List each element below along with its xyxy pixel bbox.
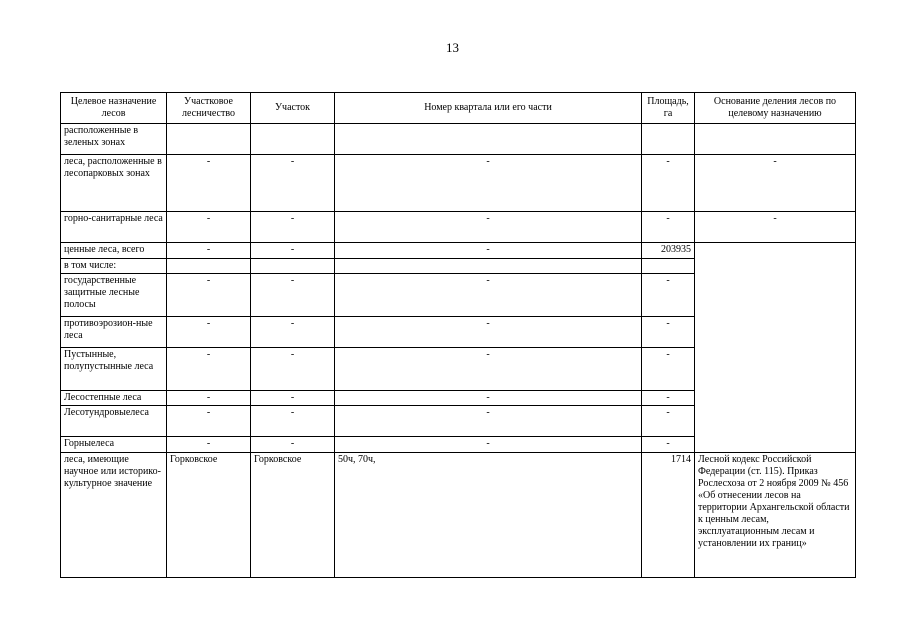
- header-plot: Участок: [251, 93, 335, 124]
- cell-area: -: [642, 348, 695, 391]
- cell-district: -: [167, 212, 251, 243]
- cell-district: -: [167, 348, 251, 391]
- cell-area: [642, 124, 695, 155]
- table-header-row: [61, 93, 856, 124]
- cell-district: -: [167, 391, 251, 406]
- table-row: [61, 453, 856, 578]
- forest-purpose-table: [60, 92, 856, 578]
- cell-area: -: [642, 274, 695, 317]
- cell-quarter: 50ч, 70ч,: [335, 453, 642, 578]
- cell-purpose: противоэрозион-ные леса: [61, 317, 167, 348]
- header-district: Участковое лесничество: [167, 93, 251, 124]
- cell-quarter: -: [335, 437, 642, 453]
- table-row: [61, 243, 856, 259]
- cell-plot: [251, 259, 335, 274]
- cell-area: -: [642, 155, 695, 212]
- cell-area: -: [642, 437, 695, 453]
- cell-purpose: ценные леса, всего: [61, 243, 167, 259]
- page-number: 13: [446, 40, 459, 55]
- cell-purpose: Пустынные, полупустынные леса: [61, 348, 167, 391]
- cell-basis: Лесной кодекс Российской Федерации (ст. 115). Приказ Рослесхоза от 2 ноября 2009 № 456 «Об отнесении лесов на территории Архангельской области к ценным лесам, эксплуатационным лесам и установлении их границ»: [695, 453, 856, 578]
- cell-purpose: в том числе:: [61, 259, 167, 274]
- cell-purpose: леса, имеющие научное или историко-культурное значение: [61, 453, 167, 578]
- cell-quarter: -: [335, 391, 642, 406]
- cell-plot: Горковское: [251, 453, 335, 578]
- cell-district: -: [167, 155, 251, 212]
- cell-basis-merged: [695, 243, 856, 453]
- header-basis: Основание деления лесов по целевому назначению: [695, 93, 856, 124]
- header-quarter: Номер квартала или его части: [335, 93, 642, 124]
- cell-quarter: -: [335, 317, 642, 348]
- cell-area: -: [642, 391, 695, 406]
- cell-purpose: леса, расположенные в лесопарковых зонах: [61, 155, 167, 212]
- cell-basis: -: [695, 212, 856, 243]
- table-row: [61, 124, 856, 155]
- cell-quarter: -: [335, 274, 642, 317]
- cell-plot: -: [251, 317, 335, 348]
- cell-area: [642, 259, 695, 274]
- cell-plot: -: [251, 437, 335, 453]
- table-row: [61, 212, 856, 243]
- cell-district: -: [167, 274, 251, 317]
- cell-quarter: -: [335, 406, 642, 437]
- cell-plot: -: [251, 348, 335, 391]
- cell-plot: -: [251, 243, 335, 259]
- cell-district: -: [167, 437, 251, 453]
- cell-area: 1714: [642, 453, 695, 578]
- cell-purpose: Лесотундровыелеса: [61, 406, 167, 437]
- cell-plot: -: [251, 155, 335, 212]
- cell-district: -: [167, 317, 251, 348]
- cell-quarter: [335, 124, 642, 155]
- cell-area: -: [642, 317, 695, 348]
- cell-plot: -: [251, 212, 335, 243]
- cell-district: -: [167, 406, 251, 437]
- cell-purpose: горно-санитарные леса: [61, 212, 167, 243]
- cell-purpose: Лесостепные леса: [61, 391, 167, 406]
- cell-plot: [251, 124, 335, 155]
- cell-quarter: -: [335, 243, 642, 259]
- cell-area: -: [642, 212, 695, 243]
- cell-district: [167, 259, 251, 274]
- cell-quarter: -: [335, 348, 642, 391]
- cell-basis: -: [695, 155, 856, 212]
- cell-purpose: Горныелеса: [61, 437, 167, 453]
- cell-district: Горковское: [167, 453, 251, 578]
- cell-purpose: государственные защитные лесные полосы: [61, 274, 167, 317]
- cell-quarter: -: [335, 155, 642, 212]
- cell-plot: -: [251, 274, 335, 317]
- cell-district: [167, 124, 251, 155]
- cell-area: -: [642, 406, 695, 437]
- cell-plot: -: [251, 406, 335, 437]
- cell-district: -: [167, 243, 251, 259]
- cell-basis: [695, 124, 856, 155]
- cell-plot: -: [251, 391, 335, 406]
- cell-area: 203935: [642, 243, 695, 259]
- header-area: Площадь, га: [642, 93, 695, 124]
- cell-purpose: расположенные в зеленых зонах: [61, 124, 167, 155]
- cell-quarter: -: [335, 212, 642, 243]
- header-purpose: Целевое назначение лесов: [61, 93, 167, 124]
- table-row: [61, 155, 856, 212]
- cell-quarter: [335, 259, 642, 274]
